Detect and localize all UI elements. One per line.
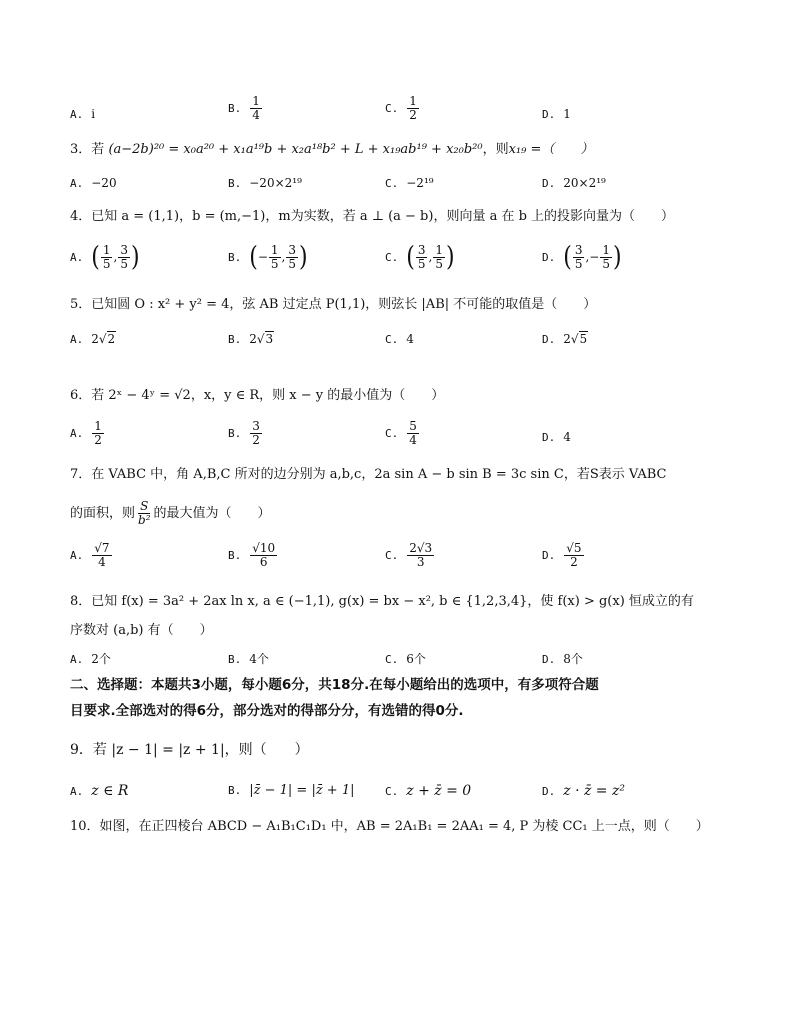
q7-option-d[interactable]: D. $\frac{√5}{2}$ [542,541,582,569]
q5-option-a[interactable]: A. 2√2 [70,332,116,346]
q6-option-c[interactable]: C. $\frac{5}{4}$ [385,419,417,447]
q2-c-fraction: $\frac{1}{2}$ [409,94,417,122]
q5-stem: 5．已知圆 O : x² + y² = 4，弦 AB 过定点 P(1,1)，则弦长 |AB| 不可能的取值是（ ） [70,297,597,312]
q9-option-a[interactable]: A. z ∈ R [70,783,129,799]
q8-stem-line2: 序数对 (a,b) 有（ ） [70,623,213,638]
q9-options-row [70,782,750,802]
q5-options-row [70,330,750,350]
q2-option-c[interactable]: C. $\frac{1}{2}$ [385,94,417,122]
q7-option-c[interactable]: C. $\frac{2√3}{3}$ [385,541,433,569]
q9-stem: 9．若 |z − 1| = |z + 1|，则（ ） [70,742,309,758]
q3-option-a[interactable]: A. −20 [70,176,117,190]
q8-stem-line1: 8．已知 f(x) = 3a² + 2ax ln x, a ∈ (−1,1), g(x) = bx − x², b ∈ {1,2,3,4}，使 f(x) > g(x) 恒成立的有 [70,594,694,609]
q6-option-d[interactable]: D. 4 [542,430,571,444]
q2-option-a[interactable]: A. i [70,107,96,121]
q8-option-a[interactable]: A. 2个 [70,652,111,666]
q8-option-b[interactable]: B. 4个 [228,652,269,666]
q6-option-b[interactable]: B. $\frac{3}{2}$ [228,419,260,447]
q7-option-a[interactable]: A. $\frac{√7}{4}$ [70,541,110,569]
q4-options-row [70,241,750,280]
q6-option-a[interactable]: A. $\frac{1}{2}$ [70,419,102,447]
q2-option-d[interactable]: D. 1 [542,107,571,121]
q6-stem: 6．若 2ˣ − 4ʸ = √2，x，y ∈ R，则 x − y 的最小值为（ ） [70,388,445,403]
q6-options-row [70,420,750,456]
q9-option-c[interactable]: C. z + z̄ = 0 [385,783,472,799]
q8-options-row [70,650,750,670]
q4-stem: 4．已知 a = (1,1)，b = (m,−1)，m为实数，若 a ⊥ (a − b)，则向量 a 在 b 上的投影向量为（ ） [70,209,675,224]
q10-stem: 10．如图，在正四棱台 ABCD − A₁B₁C₁D₁ 中，AB = 2A₁B₁ = 2AA₁ = 4, P 为棱 CC₁ 上一点，则（ ） [70,819,709,834]
q3-options-row [70,174,750,194]
q8-option-d[interactable]: D. 8个 [542,652,583,666]
q5-option-c[interactable]: C. 4 [385,332,414,346]
q2-b-fraction: $\frac{1}{4}$ [252,94,260,122]
q7-stem-line2: 的面积，则 $\frac{S}{\text{b²}}$ 的最大值为（ ） [70,499,271,527]
q3-option-c[interactable]: C. −2¹⁹ [385,176,434,190]
q4-option-d[interactable]: D. ( $\frac{3}{5}$ ,− $\frac{1}{5}$ ) [542,241,622,273]
q7-option-b[interactable]: B. $\frac{√10}{6}$ [228,541,276,569]
section-2-heading: 二、选择题：本题共3小题，每小题6分，共18分.在每小题给出的选项中，有多项符合题 目要求.全部选对的得6分，部分选对的得部分分，有选错的得0分. [70,677,599,719]
q9-option-d[interactable]: D. z · z̄ = z² [542,783,625,799]
q8-option-c[interactable]: C. 6个 [385,652,426,666]
q3-option-d[interactable]: D. 20×2¹⁹ [542,176,606,190]
q2-option-b[interactable]: B. $\frac{1}{4}$ [228,94,260,122]
q3-stem: 3．若 (a−2b)²⁰ = x₀a²⁰ + x₁a¹⁹b + x₂a¹⁸b² + L + x₁₉ab¹⁹ + x₂₀b²⁰，则x₁₉ =（ ） [70,142,594,157]
q2-options-row [70,94,750,127]
q5-option-d[interactable]: D. 2√5 [542,332,588,346]
q4-option-b[interactable]: B. (− $\frac{1}{5}$ , $\frac{3}{5}$ ) [228,241,308,273]
q7-options-row [70,542,750,578]
q3-option-b[interactable]: B. −20×2¹⁹ [228,176,302,190]
q7-stem-line1: 7．在 VABC 中，角 A,B,C 所对的边分别为 a,b,c，2a sin A − b sin B = 3c sin C，若S表示 VABC [70,467,667,482]
q5-option-b[interactable]: B. 2√3 [228,332,274,346]
q9-option-b[interactable]: B. |z̄ − 1| = |z̄ + 1| [228,783,355,798]
q4-option-c[interactable]: C. ( $\frac{3}{5}$ , $\frac{1}{5}$ ) [385,241,455,273]
q4-option-a[interactable]: A. ( $\frac{1}{5}$ , $\frac{3}{5}$ ) [70,241,140,273]
